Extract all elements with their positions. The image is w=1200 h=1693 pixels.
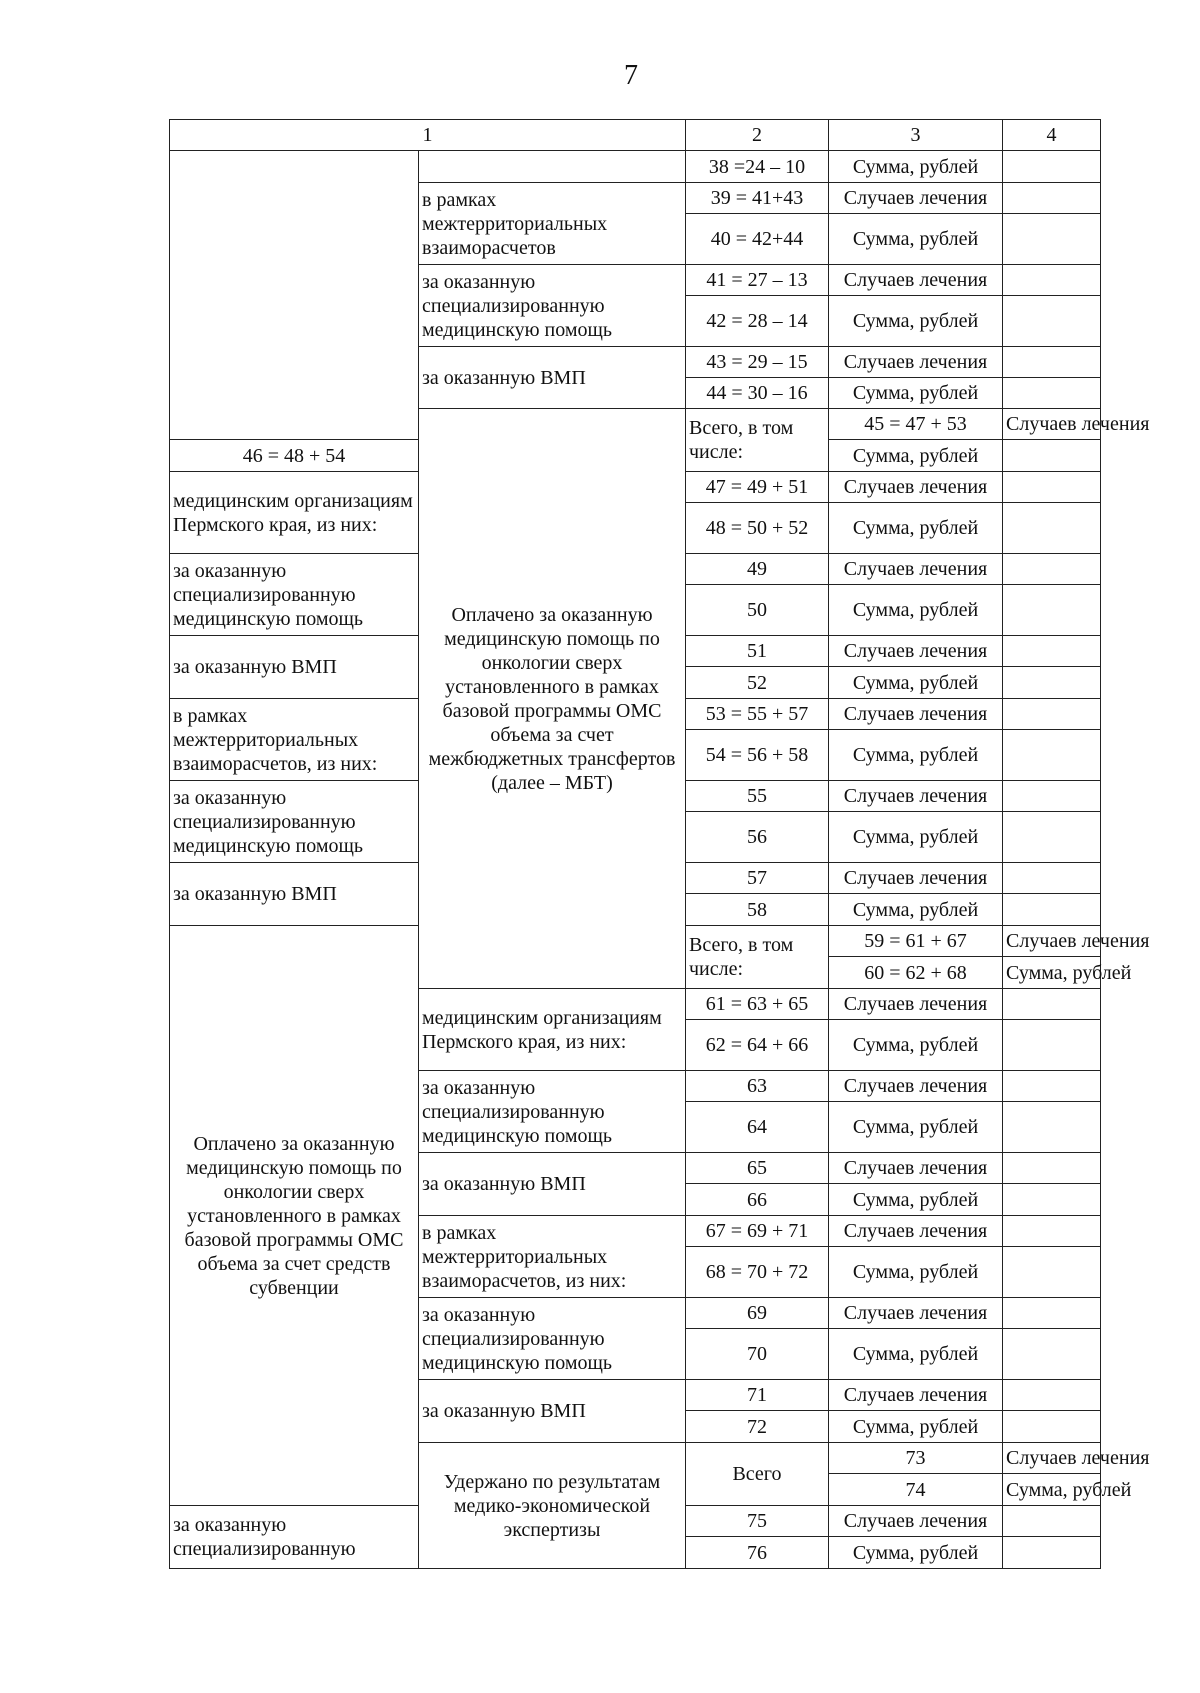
row-unit-cell: Сумма, рублей (829, 151, 1003, 183)
row-value-cell (1003, 1329, 1101, 1380)
row-code-cell: 56 (686, 812, 829, 863)
row-unit-cell: Случаев лечения (829, 781, 1003, 812)
row-value-cell (1003, 1216, 1101, 1247)
row-unit-cell: Сумма, рублей (829, 1247, 1003, 1298)
row-subgroup-label: за оказанную специализированную (170, 1506, 419, 1569)
row-code-cell: 46 = 48 + 54 (170, 440, 419, 472)
row-code-cell: 76 (686, 1537, 829, 1569)
row-subgroup-label: за оказанную ВМП (170, 863, 419, 926)
row-value-cell (1003, 812, 1101, 863)
header-col-1: 1 (170, 120, 686, 151)
row-subgroup-label: медицинским организациям Пермского края, из них: (419, 989, 686, 1071)
row-value-cell (1003, 1537, 1101, 1569)
row-value-cell (1003, 667, 1101, 699)
row-subgroup-label: медицинским организациям Пермского края, из них: (170, 472, 419, 554)
row-code-cell: 41 = 27 – 13 (686, 265, 829, 296)
row-value-cell (1003, 1184, 1101, 1216)
row-value-cell (1003, 1380, 1101, 1411)
row-value-cell (1003, 585, 1101, 636)
row-value-cell (1003, 503, 1101, 554)
row-code-cell: 52 (686, 667, 829, 699)
row-unit-cell: Сумма, рублей (829, 812, 1003, 863)
row-value-cell (1003, 636, 1101, 667)
row-code-cell: 64 (686, 1102, 829, 1153)
row-code-cell: 65 (686, 1153, 829, 1184)
row-code-cell: 42 = 28 – 14 (686, 296, 829, 347)
row-subgroup-label: за оказанную ВМП (419, 1380, 686, 1443)
header-col-2: 2 (686, 120, 829, 151)
row-unit-cell: Случаев лечения (829, 1216, 1003, 1247)
row-unit-cell: Сумма, рублей (829, 1184, 1003, 1216)
row-code-cell: 45 = 47 + 53 (829, 409, 1003, 440)
row-unit-cell: Сумма, рублей (829, 1020, 1003, 1071)
row-code-cell: 74 (829, 1474, 1003, 1506)
row-code-cell: 47 = 49 + 51 (686, 472, 829, 503)
row-code-cell: 58 (686, 894, 829, 926)
row-code-cell: 50 (686, 585, 829, 636)
row-code-cell: 59 = 61 + 67 (829, 926, 1003, 957)
row-unit-cell: Случаев лечения (829, 1071, 1003, 1102)
row-unit-cell: Сумма, рублей (829, 296, 1003, 347)
row-code-cell: 43 = 29 – 15 (686, 347, 829, 378)
row-value-cell (1003, 296, 1101, 347)
row-value-cell (1003, 863, 1101, 894)
row-code-cell: 75 (686, 1506, 829, 1537)
row-code-cell: 39 = 41+43 (686, 183, 829, 214)
row-code-cell: 48 = 50 + 52 (686, 503, 829, 554)
row-code-cell: 72 (686, 1411, 829, 1443)
row-unit-cell: Сумма, рублей (829, 1411, 1003, 1443)
row-code-cell: 61 = 63 + 65 (686, 989, 829, 1020)
row-code-cell: 54 = 56 + 58 (686, 730, 829, 781)
table-header-row (170, 120, 1101, 151)
row-unit-cell: Случаев лечения (829, 1298, 1003, 1329)
row-unit-cell: Случаев лечения (829, 989, 1003, 1020)
row-unit-cell: Сумма, рублей (829, 503, 1003, 554)
row-unit-cell: Сумма, рублей (1003, 957, 1101, 989)
row-unit-cell: Случаев лечения (829, 636, 1003, 667)
row-value-cell (1003, 1298, 1101, 1329)
row-code-cell: 69 (686, 1298, 829, 1329)
row-unit-cell: Сумма, рублей (829, 894, 1003, 926)
row-unit-cell: Сумма, рублей (829, 440, 1003, 472)
row-unit-cell: Случаев лечения (829, 472, 1003, 503)
row-unit-cell: Сумма, рублей (829, 1537, 1003, 1569)
row-value-cell (1003, 1247, 1101, 1298)
row-group-label: Удержано по результатам медико-экономической экспертизы (419, 1443, 686, 1569)
row-unit-cell: Случаев лечения (1003, 409, 1101, 440)
row-subgroup-label: за оказанную ВМП (170, 636, 419, 699)
row-unit-cell: Сумма, рублей (829, 730, 1003, 781)
row-value-cell (1003, 1411, 1101, 1443)
row-value-cell (1003, 472, 1101, 503)
row-value-cell (1003, 730, 1101, 781)
row-group-label: Оплачено за оказанную медицинскую помощь по онкологии сверх установленного в рамках базовой программы ОМС объема за счет средств субвенции (170, 926, 419, 1506)
row-code-cell: 40 = 42+44 (686, 214, 829, 265)
row-unit-cell: Сумма, рублей (829, 667, 1003, 699)
row-group-label: Оплачено за оказанную медицинскую помощь по онкологии сверх установленного в рамках базовой программы ОМС объема за счет межбюджетных трансфертов (далее – МБТ) (419, 409, 686, 989)
row-value-cell (1003, 781, 1101, 812)
row-value-cell (1003, 1071, 1101, 1102)
row-unit-cell: Случаев лечения (1003, 1443, 1101, 1474)
row-unit-cell: Случаев лечения (829, 347, 1003, 378)
row-unit-cell: Сумма, рублей (829, 585, 1003, 636)
row-code-cell: 44 = 30 – 16 (686, 378, 829, 409)
row-subgroup-label: Всего, в том числе: (686, 926, 829, 989)
row-value-cell (1003, 1506, 1101, 1537)
row-value-cell (1003, 699, 1101, 730)
row-value-cell (1003, 378, 1101, 409)
row-unit-cell: Сумма, рублей (829, 1102, 1003, 1153)
row-code-cell: 66 (686, 1184, 829, 1216)
row-unit-cell: Сумма, рублей (829, 378, 1003, 409)
row-code-cell: 67 = 69 + 71 (686, 1216, 829, 1247)
row-unit-cell: Случаев лечения (829, 1153, 1003, 1184)
table-row (170, 151, 1101, 183)
row-subgroup-label: за оказанную ВМП (419, 347, 686, 409)
row-unit-cell: Сумма, рублей (829, 1329, 1003, 1380)
row-subgroup-label: в рамках межтерриториальных взаиморасчетов, из них: (419, 1216, 686, 1298)
row-value-cell (1003, 265, 1101, 296)
row-code-cell: 70 (686, 1329, 829, 1380)
row-subgroup-label: за оказанную специализированную медицинскую помощь (419, 1071, 686, 1153)
row-value-cell (1003, 894, 1101, 926)
row-value-cell (1003, 440, 1101, 472)
row-subgroup-label: за оказанную специализированную медицинскую помощь (419, 1298, 686, 1380)
row-value-cell (1003, 554, 1101, 585)
row-code-cell: 60 = 62 + 68 (829, 957, 1003, 989)
row-value-cell (1003, 151, 1101, 183)
row-unit-cell: Случаев лечения (829, 554, 1003, 585)
row-subgroup-label: Всего (686, 1443, 829, 1506)
row-code-cell: 63 (686, 1071, 829, 1102)
header-col-3: 3 (829, 120, 1003, 151)
row-code-cell: 53 = 55 + 57 (686, 699, 829, 730)
row-code-cell: 73 (829, 1443, 1003, 1474)
row-unit-cell: Случаев лечения (829, 1380, 1003, 1411)
row-unit-cell: Случаев лечения (829, 265, 1003, 296)
row-unit-cell: Сумма, рублей (829, 214, 1003, 265)
report-table (169, 119, 1150, 1569)
row-subgroup-label: за оказанную специализированную медицинскую помощь (170, 781, 419, 863)
row-code-cell: 49 (686, 554, 829, 585)
row-code-cell: 51 (686, 636, 829, 667)
row-unit-cell: Случаев лечения (829, 1506, 1003, 1537)
row-value-cell (1003, 989, 1101, 1020)
row-code-cell: 55 (686, 781, 829, 812)
header-col-4: 4 (1003, 120, 1101, 151)
row-subgroup-label: в рамках межтерриториальных взаиморасчетов, из них: (170, 699, 419, 781)
row-code-cell: 68 = 70 + 72 (686, 1247, 829, 1298)
row-unit-cell: Сумма, рублей (1003, 1474, 1101, 1506)
row-subgroup-label: за оказанную специализированную медицинскую помощь (170, 554, 419, 636)
row-unit-cell: Случаев лечения (829, 699, 1003, 730)
row-code-cell: 57 (686, 863, 829, 894)
row-code-cell: 38 =24 – 10 (686, 151, 829, 183)
row-code-cell: 71 (686, 1380, 829, 1411)
page-number: 7 (624, 60, 638, 91)
row-code-cell: 62 = 64 + 66 (686, 1020, 829, 1071)
row-unit-cell: Случаев лечения (829, 183, 1003, 214)
row-subgroup-label: за оказанную специализированную медицинскую помощь (419, 265, 686, 347)
row-unit-cell: Случаев лечения (1003, 926, 1101, 957)
row-value-cell (1003, 214, 1101, 265)
row-value-cell (1003, 1102, 1101, 1153)
row-value-cell (1003, 347, 1101, 378)
row-group-label (170, 151, 419, 440)
row-value-cell (1003, 1020, 1101, 1071)
row-subgroup-label (419, 151, 686, 183)
row-value-cell (1003, 183, 1101, 214)
row-subgroup-label: за оказанную ВМП (419, 1153, 686, 1216)
row-value-cell (1003, 1153, 1101, 1184)
row-subgroup-label: в рамках межтерриториальных взаиморасчетов (419, 183, 686, 265)
row-subgroup-label: Всего, в том числе: (686, 409, 829, 472)
row-unit-cell: Случаев лечения (829, 863, 1003, 894)
